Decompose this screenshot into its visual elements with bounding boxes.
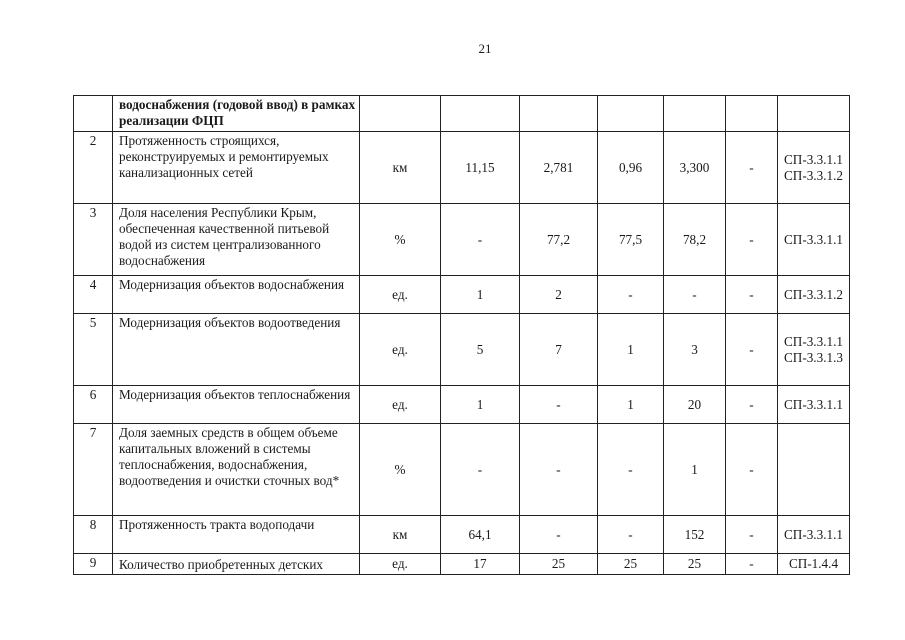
reference-code: СП-1.4.4 (788, 556, 839, 571)
indicator-cell: Модернизация объектов водоотведения (113, 314, 360, 386)
value-cell: 25 (664, 554, 726, 575)
value-cell: 2 (520, 276, 598, 314)
unit-cell: км (360, 516, 441, 554)
table-row (74, 204, 850, 276)
indicator-cell: Доля заемных средств в общем объеме капитальных вложений в системы теплоснабжения, водоснабжения, водоотведения и очистки сточных вод* (113, 424, 360, 516)
unit-cell: % (360, 424, 441, 516)
table-row (74, 424, 850, 516)
reference-code: СП-3.3.1.3 (784, 349, 843, 365)
value-cell: - (598, 516, 664, 554)
reference-cell (778, 132, 850, 204)
value-cell: - (598, 276, 664, 314)
value-cell: 1 (598, 386, 664, 424)
indicator-cell: водоснабжения (годовой ввод) в рамках реализации ФЦП (113, 96, 360, 132)
value-cell: 78,2 (664, 204, 726, 276)
unit-cell: ед. (360, 386, 441, 424)
value-cell: - (726, 314, 778, 386)
row-number: 8 (74, 516, 113, 554)
value-cell: - (598, 424, 664, 516)
value-cell: 25 (520, 554, 598, 575)
table-row (74, 314, 850, 386)
row-number: 3 (74, 204, 113, 276)
unit-cell: ед. (360, 314, 441, 386)
table-row (74, 96, 850, 132)
value-cell: - (441, 424, 520, 516)
reference-cell (778, 386, 850, 424)
value-cell: - (726, 386, 778, 424)
table-row (74, 132, 850, 204)
indicator-cell: Модернизация объектов водоснабжения (113, 276, 360, 314)
reference-cell (778, 314, 850, 386)
value-cell: - (726, 204, 778, 276)
row-number: 5 (74, 314, 113, 386)
reference-code: СП-3.3.1.2 (784, 286, 843, 302)
indicator-cell: Количество приобретенных детских (113, 554, 360, 575)
indicator-cell: Протяженность тракта водоподачи (113, 516, 360, 554)
value-cell: 1 (441, 386, 520, 424)
row-number: 2 (74, 132, 113, 204)
reference-cell (778, 276, 850, 314)
indicators-table (73, 95, 850, 575)
value-cell: - (520, 386, 598, 424)
table-row (74, 554, 850, 575)
value-cell: 77,5 (598, 204, 664, 276)
value-cell: 20 (664, 386, 726, 424)
unit-cell: ед. (360, 554, 441, 575)
value-cell: 11,15 (441, 132, 520, 204)
indicator-cell: Доля населения Республики Крым, обеспеченная качественной питьевой водой из систем централизованного водоснабжения (113, 204, 360, 276)
row-number: 7 (74, 424, 113, 516)
value-cell: - (726, 276, 778, 314)
reference-cell (778, 204, 850, 276)
value-cell: 17 (441, 554, 520, 575)
unit-cell: км (360, 132, 441, 204)
reference-code: СП-3.3.1.1 (784, 231, 843, 247)
value-cell: 3,300 (664, 132, 726, 204)
value-cell: - (726, 132, 778, 204)
value-cell: - (520, 424, 598, 516)
value-cell: - (441, 204, 520, 276)
reference-code: СП-3.3.1.1 (784, 151, 843, 167)
value-cell: 152 (664, 516, 726, 554)
value-cell: - (726, 554, 778, 575)
row-number: 6 (74, 386, 113, 424)
unit-cell: % (360, 204, 441, 276)
value-cell: 0,96 (598, 132, 664, 204)
table-row (74, 386, 850, 424)
reference-code: СП-3.3.1.1 (784, 333, 843, 349)
value-cell: 64,1 (441, 516, 520, 554)
row-number: 9 (74, 554, 113, 575)
value-cell: 25 (598, 554, 664, 575)
value-cell: 2,781 (520, 132, 598, 204)
value-cell: 77,2 (520, 204, 598, 276)
reference-code: СП-3.3.1.1 (784, 526, 843, 542)
value-cell: - (520, 516, 598, 554)
value-cell: - (664, 276, 726, 314)
reference-code: СП-3.3.1.2 (784, 167, 843, 183)
indicator-cell: Протяженность строящихся, реконструируемых и ремонтируемых канализационных сетей (113, 132, 360, 204)
table-row (74, 276, 850, 314)
value-cell: 7 (520, 314, 598, 386)
value-cell: 3 (664, 314, 726, 386)
reference-cell (778, 554, 850, 575)
indicator-cell: Модернизация объектов теплоснабжения (113, 386, 360, 424)
value-cell: 5 (441, 314, 520, 386)
reference-cell (778, 424, 850, 516)
reference-cell (778, 516, 850, 554)
value-cell: 1 (441, 276, 520, 314)
unit-cell: ед. (360, 276, 441, 314)
value-cell: 1 (598, 314, 664, 386)
value-cell: - (726, 424, 778, 516)
reference-code: СП-3.3.1.1 (784, 396, 843, 412)
row-number: 4 (74, 276, 113, 314)
value-cell: 1 (664, 424, 726, 516)
value-cell: - (726, 516, 778, 554)
page-number: 21 (478, 41, 492, 56)
table-row (74, 516, 850, 554)
